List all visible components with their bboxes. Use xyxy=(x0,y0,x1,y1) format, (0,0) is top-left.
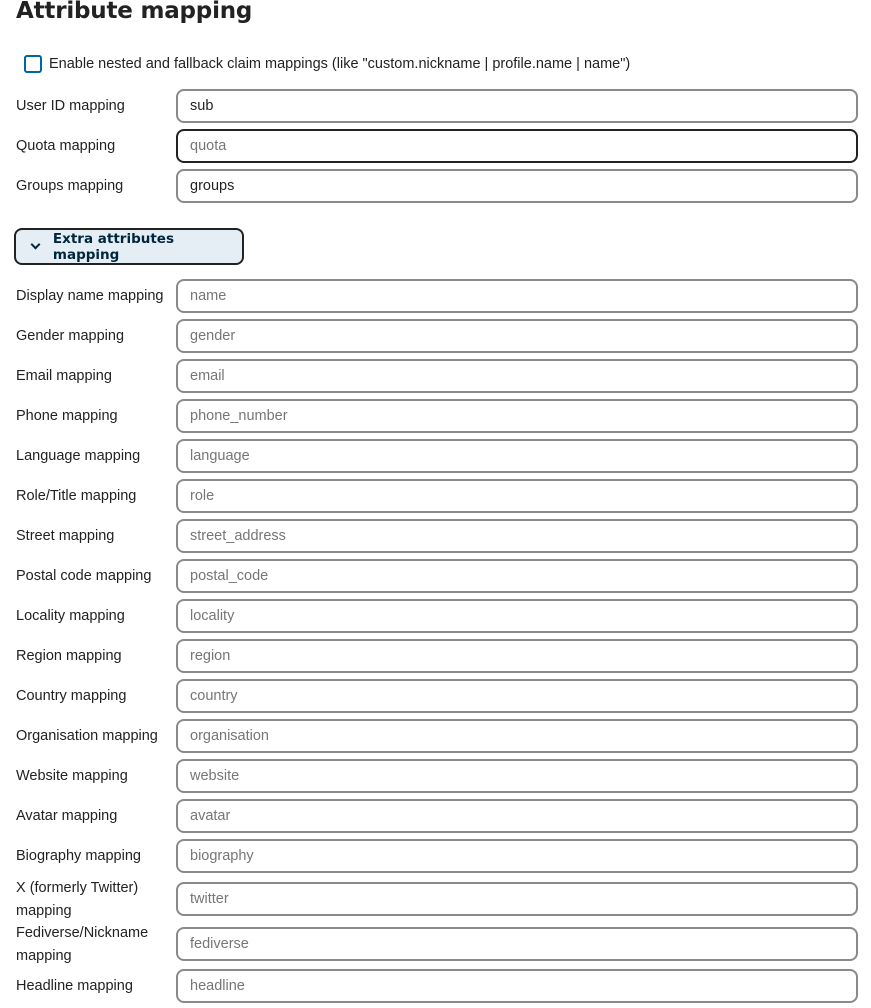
gender-input[interactable] xyxy=(176,319,858,353)
headline-input[interactable] xyxy=(176,969,858,1003)
email-input[interactable] xyxy=(176,359,858,393)
quota-label: Quota mapping xyxy=(16,137,116,154)
field-row-avatar xyxy=(0,799,871,833)
biography-label: Biography mapping xyxy=(16,847,141,864)
avatar-label: Avatar mapping xyxy=(16,807,118,824)
field-row-biography xyxy=(0,839,871,873)
chevron-down-icon xyxy=(31,240,41,250)
name-label: Display name mapping xyxy=(16,287,164,304)
region-input[interactable] xyxy=(176,639,858,673)
phone-number-label: Phone mapping xyxy=(16,407,118,424)
locality-label: Locality mapping xyxy=(16,607,125,624)
nested-claims-checkbox[interactable] xyxy=(24,55,42,73)
field-row-website xyxy=(0,759,871,793)
field-row-phone-number xyxy=(0,399,871,433)
website-label: Website mapping xyxy=(16,767,128,784)
user-id-label: User ID mapping xyxy=(16,97,125,114)
extra-attributes-label: Extra attributes mapping xyxy=(52,230,174,263)
avatar-input[interactable] xyxy=(176,799,858,833)
section-title: Attribute mapping xyxy=(16,0,253,24)
groups-input[interactable] xyxy=(176,169,858,203)
gender-label: Gender mapping xyxy=(16,327,125,344)
field-row-email xyxy=(0,359,871,393)
website-input[interactable] xyxy=(176,759,858,793)
language-input[interactable] xyxy=(176,439,858,473)
biography-input[interactable] xyxy=(176,839,858,873)
headline-label: Headline mapping xyxy=(16,977,133,994)
quota-input[interactable] xyxy=(176,129,858,163)
twitter-label: X (formerly Twitter) mapping xyxy=(16,880,139,919)
region-label: Region mapping xyxy=(16,647,122,664)
field-row-groups xyxy=(0,169,871,203)
field-row-role xyxy=(0,479,871,513)
street-address-label: Street mapping xyxy=(16,527,115,544)
role-label: Role/Title mapping xyxy=(16,487,137,504)
postal-code-input[interactable] xyxy=(176,559,858,593)
groups-label: Groups mapping xyxy=(16,177,124,194)
field-row-user-id xyxy=(0,89,871,123)
field-row-region xyxy=(0,639,871,673)
fediverse-label: Fediverse/Nickname mapping xyxy=(16,925,149,964)
street-address-input[interactable] xyxy=(176,519,858,553)
postal-code-label: Postal code mapping xyxy=(16,567,152,584)
organisation-input[interactable] xyxy=(176,719,858,753)
email-label: Email mapping xyxy=(16,367,112,384)
field-row-organisation xyxy=(0,719,871,753)
field-row-twitter xyxy=(0,880,871,919)
extra-attributes-toggle[interactable] xyxy=(14,228,244,265)
field-row-locality xyxy=(0,599,871,633)
field-row-language xyxy=(0,439,871,473)
field-row-fediverse xyxy=(0,925,871,964)
language-label: Language mapping xyxy=(16,447,141,464)
country-input[interactable] xyxy=(176,679,858,713)
locality-input[interactable] xyxy=(176,599,858,633)
role-input[interactable] xyxy=(176,479,858,513)
nested-claims-label: Enable nested and fallback claim mappings (like "custom.nickname | profile.name | name") xyxy=(49,56,631,72)
field-row-name xyxy=(0,279,871,313)
twitter-input[interactable] xyxy=(176,882,858,916)
country-label: Country mapping xyxy=(16,687,127,704)
fediverse-input[interactable] xyxy=(176,927,858,961)
user-id-input[interactable] xyxy=(176,89,858,123)
field-row-postal-code xyxy=(0,559,871,593)
field-row-country xyxy=(0,679,871,713)
field-row-quota xyxy=(0,129,871,163)
field-row-gender xyxy=(0,319,871,353)
nested-claims-checkbox-row[interactable] xyxy=(24,55,630,73)
organisation-label: Organisation mapping xyxy=(16,727,158,744)
name-input[interactable] xyxy=(176,279,858,313)
field-row-street-address xyxy=(0,519,871,553)
field-row-headline xyxy=(0,969,871,1003)
phone-number-input[interactable] xyxy=(176,399,858,433)
